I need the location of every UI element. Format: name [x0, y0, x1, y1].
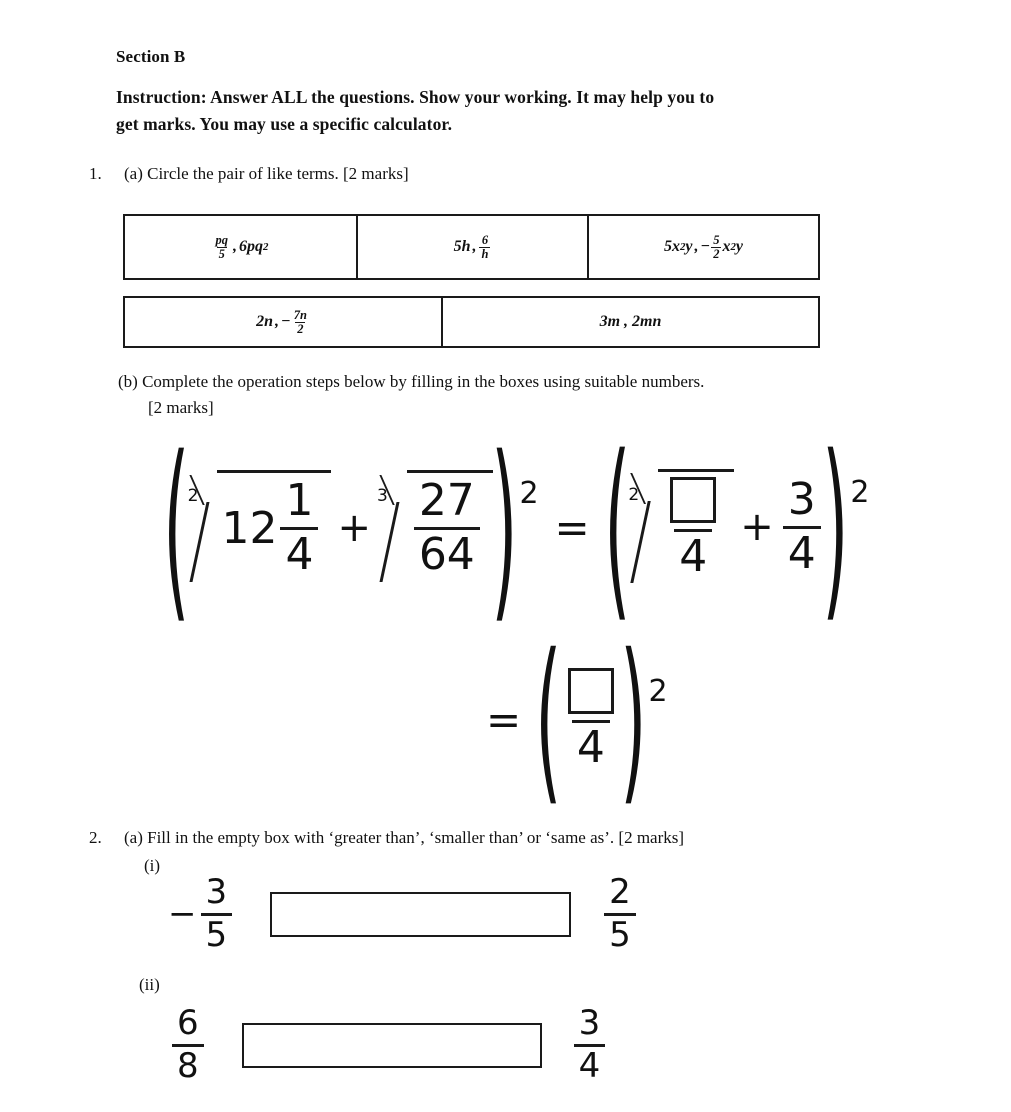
minus-sign: − — [168, 894, 197, 935]
like-terms-option-4[interactable] — [125, 298, 443, 346]
exponent: 2 — [263, 241, 269, 253]
plus-operator: + — [740, 504, 774, 551]
comparison-row-i — [168, 872, 636, 955]
like-terms-option-1[interactable] — [125, 216, 358, 278]
empty-answer-square[interactable] — [568, 668, 614, 714]
exponent: 2 — [730, 241, 736, 253]
fraction-numerator: 3 — [578, 1003, 601, 1043]
fraction-numerator: 2 — [609, 872, 631, 912]
radical-index: 2 — [187, 486, 199, 507]
math-expression-line-1 — [163, 413, 870, 642]
section-heading: Section B — [116, 47, 186, 66]
question-1b-marks: [2 marks] — [148, 398, 214, 417]
fraction-denominator: 4 — [783, 526, 821, 578]
question-2a-item-ii-label: (ii) — [139, 975, 160, 994]
term-separator: , — [233, 238, 238, 255]
fraction-denominator: 2 — [713, 246, 720, 261]
radicand — [407, 470, 493, 584]
empty-answer-square[interactable] — [670, 477, 716, 523]
question-2a-item-i-label: (i) — [144, 856, 161, 875]
comparison-row-ii — [172, 1003, 605, 1086]
radical-sign-icon — [636, 469, 658, 587]
exponent: 2 — [679, 241, 686, 253]
term-separator: , — [275, 313, 280, 330]
left-parenthesis: ( — [604, 413, 631, 642]
term-separator: , — [472, 238, 477, 255]
instruction-paragraph: Instruction: Answer ALL the questions. Show your working. It may help you to get marks. You may use a specific calculator. — [116, 87, 715, 134]
like-terms-option-5[interactable]: 3m , 2mn — [599, 313, 662, 330]
radicand — [217, 470, 331, 584]
fraction-numerator: 7n — [293, 307, 307, 322]
fraction-denominator: 2 — [297, 321, 304, 336]
term-2n: 2n — [256, 313, 274, 330]
right-parenthesis: ) — [822, 413, 849, 642]
fraction-numerator: pq — [215, 232, 229, 247]
term-separator: , — [694, 238, 699, 255]
fraction-numerator: 3 — [787, 474, 816, 526]
minus-sign: − — [281, 313, 291, 330]
fraction-2-over-5 — [604, 872, 636, 955]
bracket-exponent: 2 — [519, 476, 539, 512]
fraction-numerator: 6 — [481, 232, 489, 247]
fraction-numerator: 3 — [205, 872, 228, 912]
left-parenthesis: ( — [535, 615, 562, 824]
lhs-bracket-group — [163, 413, 539, 642]
fraction-6-over-h — [479, 234, 490, 260]
fraction-3-over-4 — [783, 474, 821, 579]
radical-index: 2 — [628, 484, 640, 505]
fraction-denominator: 8 — [172, 1044, 204, 1085]
fraction-numerator: 27 — [418, 475, 475, 527]
fraction-denominator: 5 — [218, 246, 225, 261]
fraction-6-over-8 — [172, 1003, 204, 1086]
comparison-answer-box-ii[interactable] — [242, 1023, 542, 1068]
left-parenthesis: ( — [163, 413, 190, 642]
term-5x: 5x — [663, 238, 680, 255]
fraction-denominator: 4 — [280, 527, 318, 579]
bracket-exponent: 2 — [648, 673, 668, 709]
question-2-number: 2. — [89, 828, 102, 847]
radical-cube-root — [377, 470, 493, 584]
radicand — [658, 469, 734, 587]
plus-operator: + — [337, 504, 371, 551]
like-terms-option-3[interactable] — [589, 216, 818, 278]
fraction-box-over-4 — [665, 477, 721, 581]
fraction-denominator: 4 — [572, 720, 610, 772]
rhs-bracket-group — [604, 413, 870, 642]
like-terms-table-row-1 — [123, 214, 820, 280]
bracket-exponent: 2 — [850, 474, 870, 510]
term-5h: 5h — [453, 238, 471, 255]
radical-sign-icon — [385, 470, 407, 584]
fraction-numerator-answer-box[interactable] — [665, 477, 721, 527]
fraction-3-over-5 — [201, 872, 233, 955]
fraction-denominator: 5 — [604, 913, 636, 954]
radical-index: 3 — [376, 486, 388, 507]
radical-square-root-box — [628, 469, 734, 587]
right-parenthesis: ) — [491, 413, 518, 642]
fraction-denominator: 5 — [201, 913, 233, 954]
mixed-whole-number: 12 — [221, 502, 278, 554]
term-tail-y-2: y — [735, 238, 744, 255]
fraction-7n-over-2 — [292, 309, 309, 335]
fraction-27-over-64 — [414, 475, 480, 580]
fraction-1-over-4 — [280, 475, 318, 580]
fraction-5-over-2 — [711, 234, 721, 260]
equals-sign: = — [554, 502, 590, 552]
radical-square-root-mixed — [188, 470, 332, 584]
fraction-denominator: 64 — [414, 527, 480, 579]
term-6pq: 6pq — [239, 238, 264, 255]
fraction-denominator: 4 — [674, 529, 712, 581]
fraction-box-over-4 — [563, 668, 619, 772]
question-2a-prompt: (a) Fill in the empty box with ‘greater than’, ‘smaller than’ or ‘same as’. [2 marks] — [124, 828, 685, 847]
like-terms-table-row-2 — [123, 296, 820, 348]
fraction-denominator: 4 — [574, 1044, 606, 1085]
question-1-number: 1. — [89, 164, 102, 183]
fraction-numerator: 5 — [713, 232, 720, 247]
math-expression-line-2 — [470, 615, 870, 824]
fraction-numerator-answer-box[interactable] — [563, 668, 619, 718]
right-parenthesis: ) — [620, 615, 647, 824]
result-bracket-group — [535, 615, 668, 824]
term-tail-y: y — [685, 238, 693, 255]
like-terms-option-2[interactable] — [358, 216, 589, 278]
fraction-denominator: h — [481, 246, 489, 261]
minus-sign: − — [700, 238, 711, 255]
fraction-pq-over-5 — [214, 234, 230, 260]
fraction-numerator: 1 — [285, 475, 314, 527]
term-x: x — [722, 238, 731, 255]
radical-sign-icon — [195, 470, 217, 584]
question-1b-prompt: (b) Complete the operation steps below by filling in the boxes using suitable numbers. — [118, 372, 705, 391]
fraction-3-over-4 — [574, 1003, 606, 1086]
equals-sign: = — [486, 694, 522, 744]
comparison-answer-box-i[interactable] — [270, 892, 571, 937]
question-1a-prompt: (a) Circle the pair of like terms. [2 marks] — [124, 164, 409, 183]
fraction-numerator: 6 — [177, 1003, 199, 1043]
